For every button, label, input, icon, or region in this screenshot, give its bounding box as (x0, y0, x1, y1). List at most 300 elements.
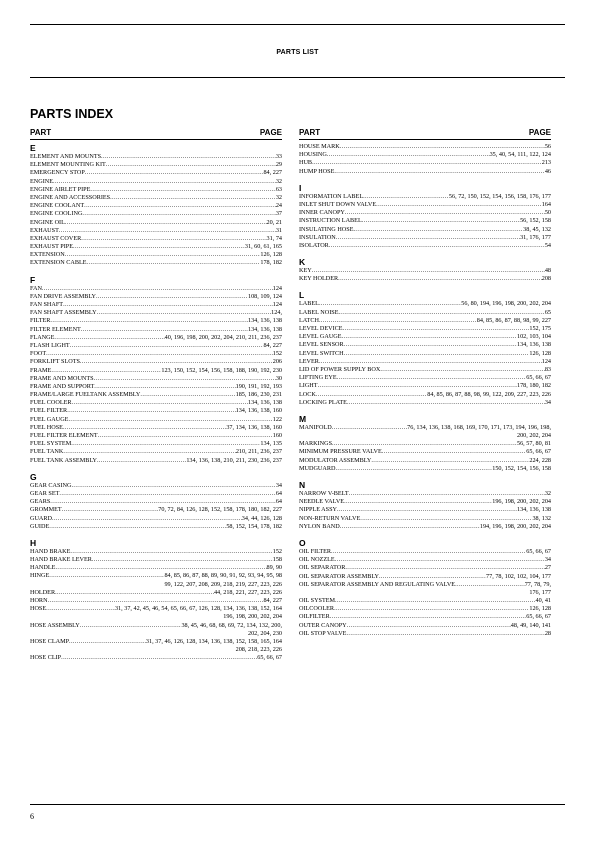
entry-pages: 134, 136, 138 (516, 506, 551, 514)
index-entry (30, 440, 282, 448)
leader-dots (340, 523, 480, 531)
entry-line (30, 548, 282, 556)
entry-pages: 34 (544, 556, 551, 564)
entry-pages: 38, 45, 46, 68, 68, 69, 72, 134, 132, 200, (181, 621, 282, 629)
entry-name: NEEDLE VALVE (299, 498, 345, 506)
entry-line (299, 317, 551, 325)
entry-name: OILCOOLER (299, 605, 335, 613)
entry-name: LOCKING PLATE (299, 398, 347, 406)
entry-pages: 124 (541, 357, 551, 365)
entry-pages: 28 (544, 629, 551, 637)
entry-line (30, 210, 282, 218)
page-heading: PAGE (259, 128, 282, 137)
entry-pages-continued: 202, 204, 230 (247, 629, 282, 637)
leader-dots (97, 457, 186, 465)
entry-pages: 31, 37, 42, 45, 46, 54, 65, 66, 67, 126, 128, 134, 136, 138, 152, 164 (114, 605, 282, 613)
entry-pages: 134, 136, 138 (247, 399, 282, 407)
entry-line (30, 334, 282, 342)
entry-name: INSULATING HOSE (299, 225, 354, 233)
entry-pages: 38, 45, 132 (523, 225, 551, 233)
entry-name: HOSE (30, 605, 47, 613)
index-entry (299, 226, 551, 234)
index-entry (30, 194, 282, 202)
entry-name: FUEL HOSE (30, 423, 63, 431)
entry-line (299, 159, 551, 167)
entry-name: MANIFOLD (299, 423, 332, 431)
leader-dots (73, 243, 245, 251)
entry-pages: 126, 128 (260, 251, 282, 259)
entry-pages: 134, 136, 138 (247, 325, 282, 333)
entry-line (30, 506, 282, 514)
entry-line (299, 564, 551, 572)
index-entry (299, 399, 551, 407)
entry-pages: 84, 227 (263, 597, 282, 604)
entry-name: GEAR SET (30, 489, 60, 497)
leader-dots (96, 293, 248, 301)
entry-name: LEVEL DEVICE (299, 325, 343, 332)
entry-line (30, 358, 282, 366)
leader-dots (69, 638, 146, 646)
entry-name: OUTER CANOPY (299, 621, 347, 629)
entry-name: FOOT (30, 350, 47, 358)
entry-name: FRAME (30, 366, 52, 374)
entry-line (30, 391, 282, 399)
entry-name: FLANGE (30, 333, 55, 341)
entry-pages: 32 (275, 177, 282, 185)
entry-line (30, 317, 282, 325)
leader-dots (71, 440, 260, 448)
index-entry (30, 490, 282, 498)
entry-pages: 56, 72, 150, 152, 154, 156, 158, 176, 177 (448, 192, 551, 200)
leader-dots (340, 143, 545, 151)
entry-pages: 77, 78, 79, (524, 580, 551, 588)
entry-name: EXHAUST COVER (30, 234, 82, 242)
entry-pages: 84, 85, 86, 87, 88, 89, 90, 91, 92, 93, 94, 95, 98 (164, 572, 282, 580)
entry-name: HOLDER (30, 588, 56, 596)
entry-pages: 56, 80, 194, 196, 198, 200, 202, 204 (461, 300, 551, 308)
entry-name: ENGINE AND ACCESSORIES (30, 193, 111, 201)
entry-name: FILTER ELEMENT (30, 325, 81, 333)
leader-dots (80, 622, 182, 630)
leader-dots (362, 217, 520, 225)
entry-pages: 65, 66, 67 (526, 613, 551, 621)
entry-line (30, 654, 282, 662)
entry-name: FUEL FILTER (30, 407, 68, 415)
leader-dots (55, 589, 214, 597)
index-entry (299, 523, 551, 531)
entry-name: KEY HOLDER (299, 275, 339, 283)
entry-name: HORN (30, 597, 48, 604)
entry-line (299, 548, 551, 556)
entry-line (299, 226, 551, 234)
entry-line (30, 597, 282, 605)
entry-line (299, 613, 551, 621)
entry-name: FAN SHAFT (30, 301, 64, 308)
entry-name: LABEL NOISE (299, 308, 339, 316)
part-heading: PART (299, 128, 321, 137)
entry-pages: 150, 152, 154, 156, 158 (492, 464, 551, 472)
entry-pages: 31, 37, 46, 126, 128, 134, 136, 138, 152, 158, 165, 164 (145, 637, 282, 645)
entry-line (299, 622, 551, 630)
entry-line (30, 259, 282, 267)
leader-dots (65, 251, 261, 259)
entry-pages: 29 (275, 161, 282, 169)
entry-line (299, 209, 551, 217)
entry-line (30, 638, 282, 646)
entry-pages: 194, 196, 198, 200, 202, 204 (479, 522, 551, 530)
index-entry (30, 235, 282, 243)
entry-pages: 27 (544, 564, 551, 572)
entry-line (30, 301, 282, 309)
entry-line (30, 243, 282, 251)
entry-pages: 160 (272, 432, 282, 439)
entry-pages: 84, 85, 86, 87, 88, 98, 99, 122, 209, 227, 223, 226 (427, 390, 551, 398)
entry-pages: 34, 44, 126, 128 (241, 514, 282, 522)
section-letter: F (30, 274, 36, 285)
entry-pages: 40, 196, 198, 200, 202, 204, 210, 211, 236, 237 (164, 333, 282, 341)
part-heading: PART (30, 128, 52, 137)
leader-dots (338, 309, 544, 317)
entry-line (30, 416, 282, 424)
index-entry (30, 506, 282, 514)
entry-name: MUDGUARD (299, 464, 336, 472)
leader-dots (65, 219, 267, 227)
entry-pages: 38, 132 (532, 514, 551, 522)
leader-dots (72, 399, 248, 407)
leader-dots (371, 457, 529, 465)
section-letter: O (299, 537, 306, 548)
entry-pages: 108, 109, 124 (247, 292, 282, 300)
entry-pages: 37 (275, 210, 282, 218)
index-entry (299, 267, 551, 275)
entry-line (299, 581, 551, 589)
index-entry (30, 448, 282, 456)
index-entry (30, 548, 282, 556)
entry-name: EMERGENCY STOP (30, 169, 85, 177)
leader-dots (334, 605, 529, 613)
entry-name: HOSE CLIP (30, 654, 62, 662)
leader-dots (331, 548, 526, 556)
leader-dots (49, 572, 164, 580)
entry-name: OIL STOP VALVE (299, 629, 347, 637)
leader-dots (87, 259, 261, 267)
index-entry (299, 309, 551, 317)
leader-dots (380, 366, 544, 374)
section-letter: I (299, 182, 302, 193)
entry-line (299, 573, 551, 581)
entry-pages: 48 (544, 267, 551, 275)
entry-pages: 208 (541, 275, 551, 283)
running-header: PARTS LIST (276, 49, 319, 56)
index-entry (30, 589, 282, 597)
entry-line (30, 194, 282, 202)
index-entry (30, 523, 282, 531)
leader-dots (92, 556, 273, 564)
entry-line (299, 391, 551, 399)
entry-pages: 190, 191, 192, 193 (235, 382, 282, 390)
entry-name: FUEL TANK (30, 448, 64, 456)
entry-name: LEVER (299, 357, 319, 365)
index-entry (30, 334, 282, 342)
leader-dots (97, 309, 272, 317)
entry-line (299, 556, 551, 564)
leader-dots (67, 407, 235, 415)
entry-name: HOUSING (299, 151, 327, 159)
entry-pages: 58, 152, 154, 178, 182 (226, 522, 282, 530)
index-entry (299, 490, 551, 498)
entry-name: KEY (299, 267, 312, 275)
index-entry (299, 325, 551, 333)
entry-pages: 65, 66, 67 (526, 547, 551, 555)
leader-dots (353, 226, 523, 234)
leader-dots (329, 242, 545, 250)
index-entry (30, 326, 282, 334)
section-gap (30, 465, 282, 472)
index-entry (299, 548, 551, 556)
entry-line (299, 201, 551, 209)
entry-pages: 126, 128 (529, 605, 551, 613)
leader-dots (349, 490, 545, 498)
index-entry (30, 572, 282, 588)
entry-name: GUIDE (30, 522, 50, 530)
entry-pages: 134, 136, 138 (516, 341, 551, 349)
index-entry (30, 391, 282, 399)
entry-name: FUEL FILTER ELEMENT (30, 432, 98, 439)
section-gap (299, 531, 551, 538)
entry-name: NON-RETURN VALVE (299, 514, 361, 522)
entry-pages: 37, 134, 136, 138, 160 (226, 423, 282, 431)
index-entry (30, 309, 282, 317)
entry-pages: 196, 198, 200, 202, 204 (492, 498, 551, 506)
entry-pages: 32 (275, 193, 282, 201)
entry-line (30, 498, 282, 506)
entry-name: ENGINE COOLING (30, 210, 83, 218)
entry-name: FLASH LIGHT (30, 341, 70, 349)
entry-name: GUARD (30, 514, 53, 522)
index-entry (30, 638, 282, 654)
index-entry (30, 424, 282, 432)
leader-dots (94, 383, 235, 391)
index-entry (30, 556, 282, 564)
entry-pages: 70, 72, 84, 126, 128, 152, 158, 178, 180, 182, 227 (158, 506, 282, 514)
leader-dots (338, 275, 542, 283)
entry-pages: 126, 128 (529, 349, 551, 357)
entry-name: EXHAUST PIPE (30, 243, 74, 251)
entry-name: ENGINE AIRLET PIPE (30, 185, 91, 193)
entry-name: LIGHT (299, 382, 318, 390)
entry-line (299, 333, 551, 341)
entry-pages-continued: 200, 202, 204 (516, 432, 551, 440)
index-entry (30, 564, 282, 572)
entry-name: HOSE ASSEMBLY (30, 621, 80, 629)
leader-dots (52, 515, 242, 523)
index-entry (299, 556, 551, 564)
entry-line (30, 515, 282, 523)
leader-dots (59, 490, 275, 498)
leader-dots (316, 391, 427, 399)
page-number: 6 (30, 812, 34, 821)
entry-line (299, 597, 551, 605)
entry-pages: 24 (275, 202, 282, 210)
index-entry (299, 613, 551, 621)
entry-line (299, 341, 551, 349)
entry-name: LEVEL GAUGE (299, 333, 342, 341)
index-entry (299, 242, 551, 250)
index-entry (299, 506, 551, 514)
index-entry (299, 581, 551, 597)
entry-name: INNER CANOPY (299, 209, 345, 217)
leader-dots (343, 325, 530, 333)
entry-name: EXHAUST (30, 226, 59, 234)
entry-line (30, 605, 282, 613)
entry-pages: 224, 228 (529, 456, 551, 464)
entry-pages: 124, (271, 309, 282, 317)
entry-pages: 56, 57, 80, 81 (516, 440, 551, 448)
entry-name: OIL SEPARATOR ASSEMBLY AND REGULATING VALVE (299, 580, 456, 588)
index-entry (299, 350, 551, 358)
index-entry (299, 391, 551, 399)
leader-dots (81, 326, 248, 334)
entry-line (30, 375, 282, 383)
leader-dots (336, 234, 520, 242)
leader-dots (140, 391, 235, 399)
entry-pages: 77, 78, 102, 102, 104, 177 (486, 572, 551, 580)
index-list (299, 143, 551, 638)
entry-name: FILTER (30, 317, 51, 325)
entry-name: OIL NOZZLE (299, 556, 335, 564)
entry-line (30, 235, 282, 243)
index-entry (30, 259, 282, 267)
entry-line (30, 227, 282, 235)
entry-line (30, 589, 282, 597)
leader-dots (59, 227, 276, 235)
entry-name: OIL FILTER (299, 547, 332, 555)
entry-name: ELEMENT AND MOUNTS (30, 153, 102, 160)
entry-name: NYLON BAND (299, 522, 340, 530)
section-letter: M (299, 413, 307, 424)
index-entry (299, 573, 551, 581)
entry-pages: 89, 90 (266, 564, 282, 572)
leader-dots (319, 300, 461, 308)
index-entry (299, 300, 551, 308)
entry-pages: 178, 180, 182 (516, 382, 551, 390)
entry-name: NIPPLE ASSY (299, 506, 337, 514)
index-entry (30, 210, 282, 218)
entry-pages: 134, 136, 138, 160 (235, 407, 282, 415)
entry-name: ELEMENT MOUNTING KIT (30, 161, 106, 169)
index-entry (30, 432, 282, 440)
leader-dots (63, 424, 226, 432)
index-entry (30, 243, 282, 251)
index-entry (299, 193, 551, 201)
leader-dots (62, 506, 159, 514)
entry-pages: 65, 66, 67 (257, 654, 282, 662)
index-entry (30, 399, 282, 407)
entry-pages: 178, 182 (260, 259, 282, 267)
entry-pages: 152 (272, 350, 282, 358)
index-entry (30, 219, 282, 227)
index-entry (299, 143, 551, 151)
index-entry (30, 383, 282, 391)
entry-pages: 124 (272, 284, 282, 292)
entry-name: GEARS (30, 498, 51, 506)
leader-dots (49, 523, 226, 531)
leader-dots (455, 581, 525, 589)
entry-pages: 65 (544, 308, 551, 316)
entry-line (30, 326, 282, 334)
entry-line (30, 490, 282, 498)
entry-name: INSULATION (299, 233, 336, 241)
index-entry (30, 169, 282, 177)
entry-name: NARROW V-BELT (299, 490, 349, 497)
entry-line (299, 217, 551, 225)
leader-dots (312, 159, 542, 167)
entry-line (299, 506, 551, 514)
entry-name: INFORMATION LABEL (299, 192, 364, 200)
entry-line (30, 342, 282, 350)
entry-line (299, 168, 551, 176)
entry-line (299, 234, 551, 242)
index-entry (30, 416, 282, 424)
entry-name: OIL SEPARATOR (299, 564, 346, 572)
entry-line (299, 399, 551, 407)
entry-pages: 33 (275, 153, 282, 160)
entry-pages: 44, 218, 221, 227, 223, 226 (213, 588, 282, 596)
section-letter: E (30, 143, 36, 153)
entry-name: FAN SHAFT ASSEMBLY (30, 309, 97, 317)
entry-name: FUEL GAUGE (30, 415, 69, 423)
entry-pages: 34 (275, 481, 282, 489)
entry-line (30, 383, 282, 391)
leader-dots (68, 416, 272, 424)
entry-pages: 48, 49, 140, 141 (510, 621, 551, 629)
leader-dots (82, 210, 275, 218)
leader-dots (106, 161, 276, 169)
entry-pages: 134, 136, 138 (247, 317, 282, 325)
index-entry (30, 515, 282, 523)
entry-line (299, 300, 551, 308)
entry-name: OIL SYSTEM (299, 597, 336, 605)
entry-name: HAND BRAKE LEVER (30, 556, 92, 564)
leader-dots (101, 153, 276, 161)
index-entry (299, 440, 551, 448)
leader-dots (332, 424, 407, 432)
entry-line (30, 523, 282, 531)
entry-pages: 31, 176, 177 (520, 233, 551, 241)
entry-line (299, 382, 551, 390)
entry-name: GEAR CASING (30, 481, 72, 489)
entry-name: LATCH (299, 316, 319, 324)
entry-pages: 206 (272, 358, 282, 366)
index-entry (299, 333, 551, 341)
entry-pages: 152, 175 (529, 325, 551, 332)
leader-dots (376, 201, 542, 209)
index-column-right (299, 128, 551, 638)
entry-line (30, 153, 282, 161)
index-entry (299, 564, 551, 572)
entry-pages: 122 (272, 415, 282, 423)
footer-rule (30, 804, 565, 805)
entry-line (30, 407, 282, 415)
leader-dots (337, 506, 517, 514)
index-entry (299, 217, 551, 225)
entry-pages: 185, 186, 230, 231 (235, 391, 282, 399)
leader-dots (344, 498, 492, 506)
entry-pages: 64 (275, 489, 282, 497)
entry-line (30, 424, 282, 432)
entry-line (30, 448, 282, 456)
leader-dots (46, 350, 273, 358)
